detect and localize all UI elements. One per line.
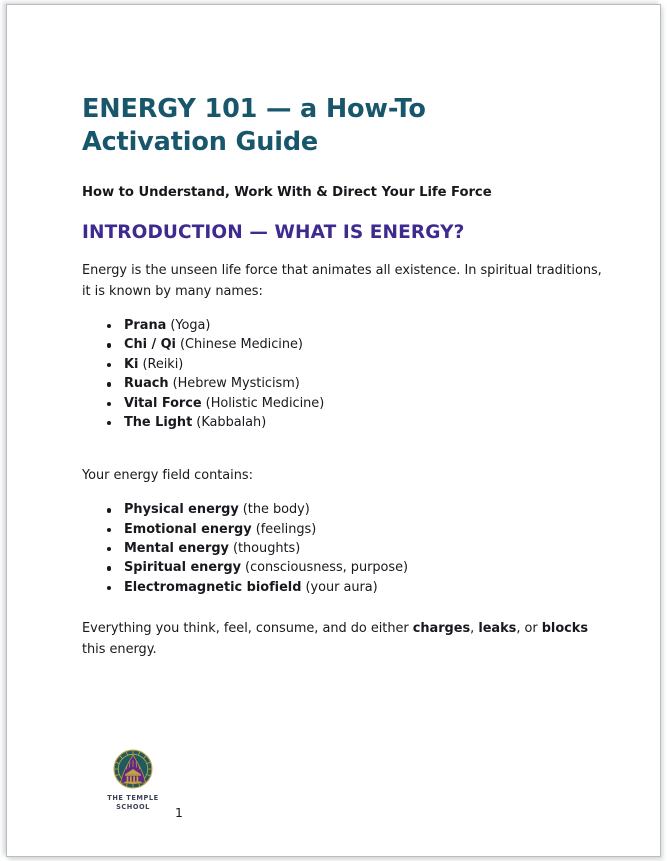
energy-name-detail: (Holistic Medicine) (201, 395, 325, 411)
energy-field-term: Mental energy (124, 540, 229, 556)
energy-field-detail: (the body) (238, 502, 310, 518)
energy-field-detail: (feelings) (251, 521, 317, 537)
document-content (82, 93, 602, 661)
page-number: 1 (175, 805, 183, 820)
closing-bold-blocks: blocks (541, 620, 588, 636)
wordmark-line-1: THE TEMPLE (107, 794, 159, 802)
energy-names-list (82, 316, 602, 432)
closing-paragraph (82, 619, 602, 661)
energy-field-term: Electromagnetic biofield (124, 579, 302, 595)
energy-name-detail: (Chinese Medicine) (175, 337, 303, 353)
closing-bold-charges: charges (412, 620, 471, 636)
list-item (106, 539, 602, 558)
closing-text-1: Everything you think, feel, consume, and do either (82, 620, 413, 636)
closing-text-4: this energy. (82, 641, 157, 657)
energy-name-term: Chi / Qi (124, 337, 176, 353)
list-item (106, 558, 602, 577)
energy-field-detail: (your aura) (301, 579, 378, 595)
wordmark-line-2: SCHOOL (116, 802, 150, 811)
closing-bold-leaks: leaks (478, 620, 517, 636)
logo-wordmark (97, 794, 169, 811)
closing-text-2: , (470, 620, 479, 636)
energy-name-term: Prana (124, 318, 167, 334)
page-title: ENERGY 101 — a How-To Activation Guide (82, 94, 426, 158)
energy-name-term: Ki (124, 356, 139, 372)
energy-field-term: Spiritual energy (124, 560, 241, 576)
document-subtitle: How to Understand, Work With & Direct Your Life Force (82, 185, 492, 201)
energy-field-detail: (thoughts) (228, 540, 301, 556)
list-item (106, 374, 602, 393)
document-page (6, 4, 661, 857)
energy-field-list (82, 500, 602, 597)
energy-field-term: Physical energy (124, 502, 239, 518)
energy-field-detail: (consciousness, purpose) (240, 560, 409, 576)
list-item (106, 335, 602, 354)
closing-text-3: , or (516, 620, 542, 636)
energy-name-detail: (Kabbalah) (192, 414, 267, 430)
list-item (106, 578, 602, 597)
energy-field-lead: Your energy field contains: (82, 468, 253, 484)
page-footer (97, 747, 297, 820)
energy-name-term: The Light (124, 414, 193, 430)
energy-name-detail: (Yoga) (166, 318, 211, 334)
list-item (106, 394, 602, 413)
section-heading-introduction: INTRODUCTION — WHAT IS ENERGY? (82, 222, 465, 244)
energy-name-term: Vital Force (124, 395, 202, 411)
list-item (106, 316, 602, 335)
energy-name-detail: (Hebrew Mysticism) (168, 376, 300, 392)
energy-field-term: Emotional energy (124, 521, 252, 537)
list-item (106, 413, 602, 432)
energy-name-term: Ruach (124, 376, 169, 392)
energy-name-detail: (Reiki) (138, 356, 184, 372)
list-item (106, 355, 602, 374)
intro-paragraph: Energy is the unseen life force that animates all existence. In spiritual traditions, it is known by many names: (82, 263, 602, 300)
list-item (106, 520, 602, 539)
list-item (106, 500, 602, 519)
temple-school-crest-icon (111, 747, 155, 791)
